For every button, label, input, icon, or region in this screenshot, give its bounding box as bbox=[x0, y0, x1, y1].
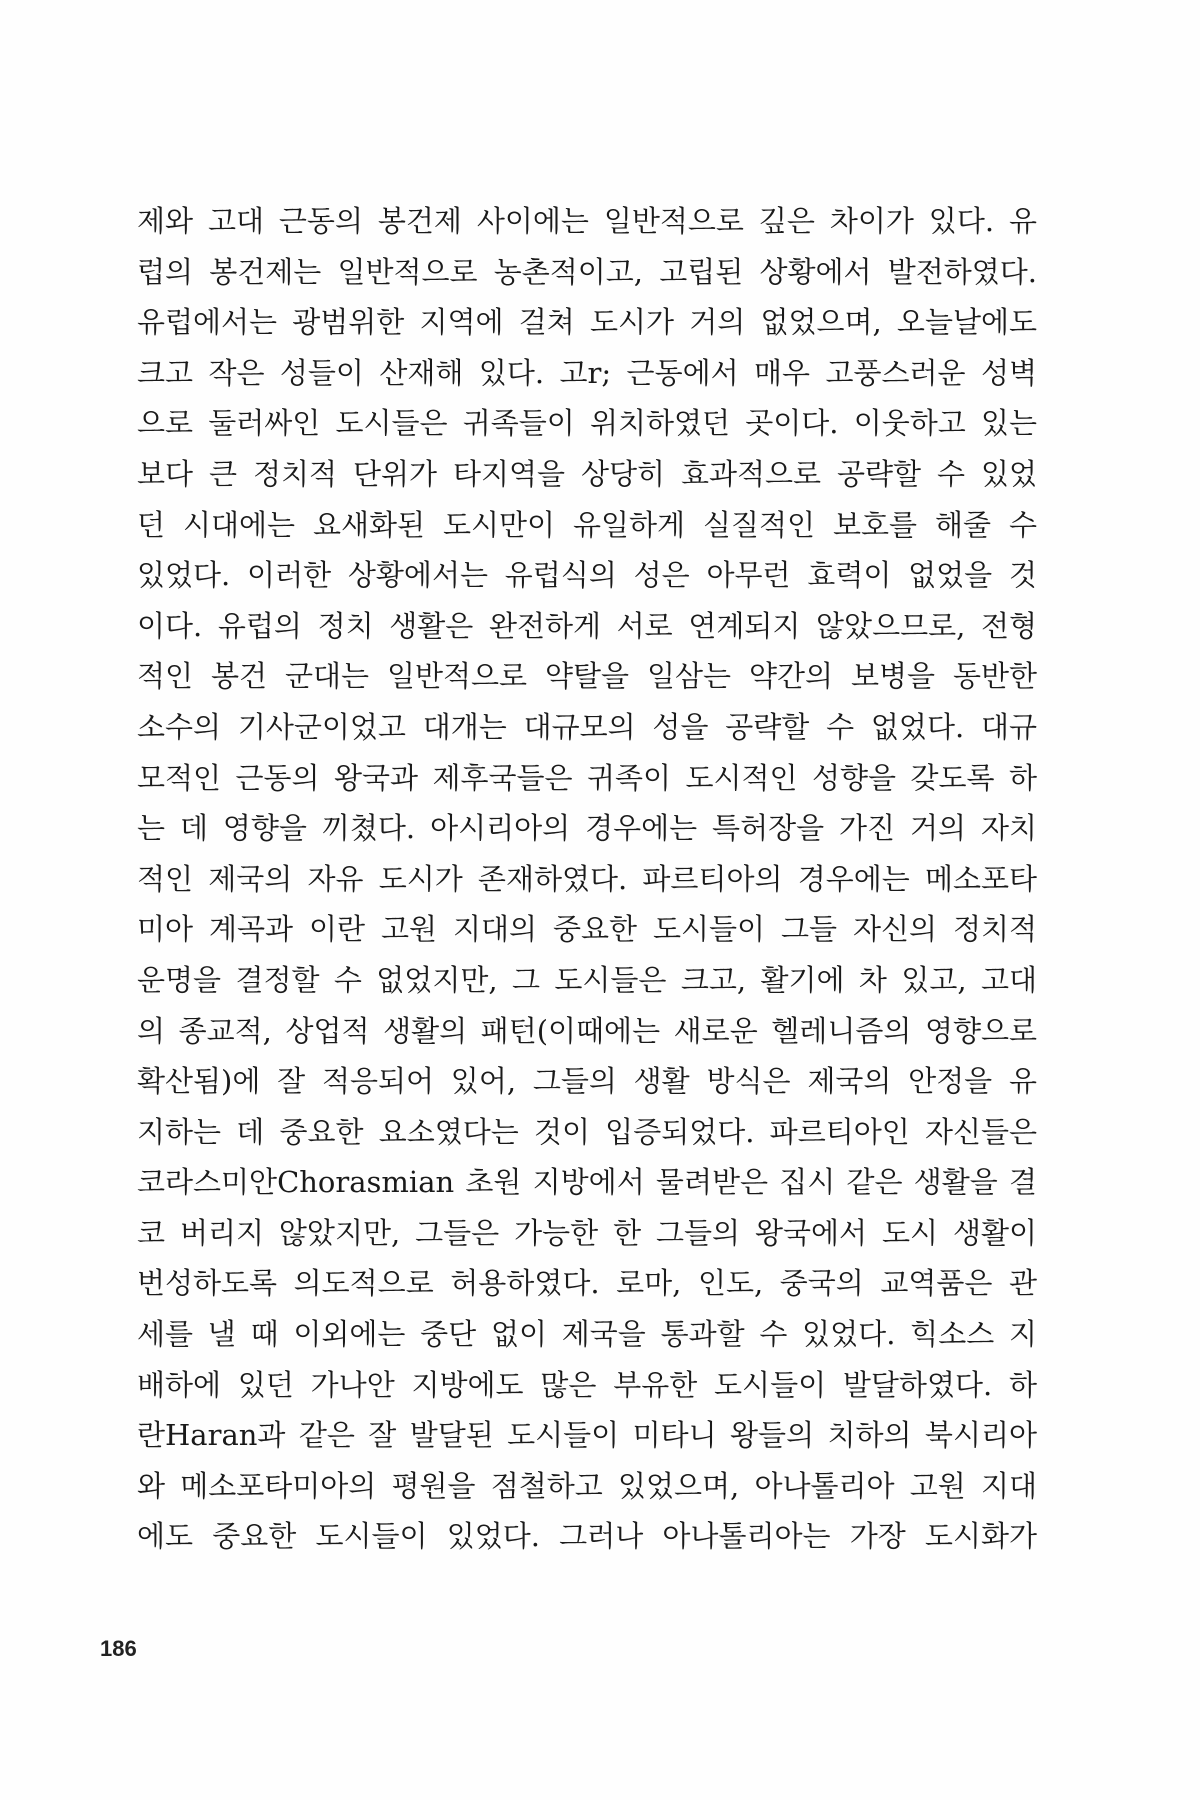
text-line: 이다. 유럽의 정치 생활은 완전하게 서로 연계되지 않았으므로, 전형 bbox=[137, 608, 1037, 643]
text-line: 유럽에서는 광범위한 지역에 걸쳐 도시가 거의 없었으며, 오늘날에도 bbox=[137, 305, 1037, 340]
text-line: 의 종교적, 상업적 생활의 패턴(이때에는 새로운 헬레니즘의 영향으로 bbox=[137, 1013, 1037, 1048]
body-text bbox=[137, 196, 1037, 1562]
text-line: 미아 계곡과 이란 고원 지대의 중요한 도시들이 그들 자신의 정치적 bbox=[137, 912, 1037, 947]
text-line: 는 데 영향을 끼쳤다. 아시리아의 경우에는 특허장을 가진 거의 자치 bbox=[137, 811, 1037, 846]
text-line: 럽의 봉건제는 일반적으로 농촌적이고, 고립된 상황에서 발전하였다. bbox=[137, 254, 1037, 289]
text-line: 란Haran과 같은 잘 발달된 도시들이 미타니 왕들의 치하의 북시리아 bbox=[137, 1418, 1037, 1453]
text-line: 와 메소포타미아의 평원을 점철하고 있었으며, 아나톨리아 고원 지대 bbox=[137, 1468, 1037, 1503]
text-line: 코 버리지 않았지만, 그들은 가능한 한 그들의 왕국에서 도시 생활이 bbox=[137, 1215, 1037, 1250]
text-line: 운명을 결정할 수 없었지만, 그 도시들은 크고, 활기에 차 있고, 고대 bbox=[137, 962, 1037, 997]
text-line: 확산됨)에 잘 적응되어 있어, 그들의 생활 방식은 제국의 안정을 유 bbox=[137, 1064, 1037, 1099]
text-line: 세를 낼 때 이외에는 중단 없이 제국을 통과할 수 있었다. 힉소스 지 bbox=[137, 1317, 1037, 1352]
text-line: 제와 고대 근동의 봉건제 사이에는 일반적으로 깊은 차이가 있다. 유 bbox=[137, 204, 1037, 238]
text-line: 배하에 있던 가나안 지방에도 많은 부유한 도시들이 발달하였다. 하 bbox=[137, 1367, 1037, 1402]
text-line: 적인 봉건 군대는 일반적으로 약탈을 일삼는 약간의 보병을 동반한 bbox=[137, 659, 1037, 694]
text-line: 보다 큰 정치적 단위가 타지역을 상당히 효과적으로 공략할 수 있었 bbox=[137, 456, 1037, 491]
text-line: 에도 중요한 도시들이 있었다. 그러나 아나톨리아는 가장 도시화가 bbox=[137, 1519, 1037, 1554]
text-line: 코라스미안Chorasmian 초원 지방에서 물려받은 집시 같은 생활을 결 bbox=[137, 1165, 1037, 1200]
text-line: 크고 작은 성들이 산재해 있다. 고r; 근동에서 매우 고풍스러운 성벽 bbox=[137, 355, 1037, 390]
text-line: 있었다. 이러한 상황에서는 유럽식의 성은 아무런 효력이 없었을 것 bbox=[137, 558, 1037, 593]
text-line: 던 시대에는 요새화된 도시만이 유일하게 실질적인 보호를 해줄 수 bbox=[137, 507, 1037, 542]
text-line: 지하는 데 중요한 요소였다는 것이 입증되었다. 파르티아인 자신들은 bbox=[137, 1114, 1037, 1149]
text-line: 소수의 기사군이었고 대개는 대규모의 성을 공략할 수 없었다. 대규 bbox=[137, 709, 1037, 744]
page-number: 186 bbox=[100, 1636, 137, 1661]
text-line: 으로 둘러싸인 도시들은 귀족들이 위치하였던 곳이다. 이웃하고 있는 bbox=[137, 406, 1037, 441]
text-line: 번성하도록 의도적으로 허용하였다. 로마, 인도, 중국의 교역품은 관 bbox=[137, 1266, 1037, 1301]
text-line: 적인 제국의 자유 도시가 존재하였다. 파르티아의 경우에는 메소포타 bbox=[137, 861, 1037, 896]
text-line: 모적인 근동의 왕국과 제후국들은 귀족이 도시적인 성향을 갖도록 하 bbox=[137, 760, 1037, 795]
